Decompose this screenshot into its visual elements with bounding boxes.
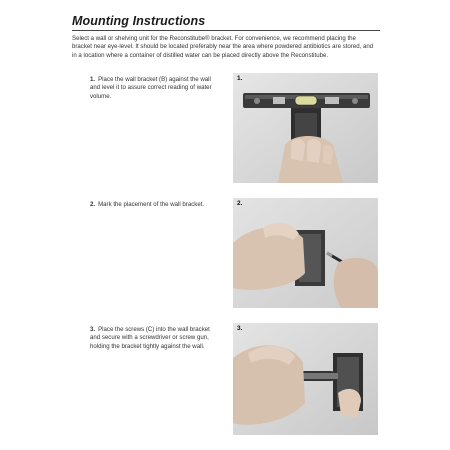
step-1-photo-label: 1. <box>237 75 243 82</box>
step-3-text-block <box>90 326 220 351</box>
step-2-instruction: Mark the placement of the wall bracket. <box>98 201 205 208</box>
level-on-bracket-illustration <box>233 73 378 183</box>
step-3-photo-label: 3. <box>237 325 243 332</box>
marking-bracket-illustration <box>233 198 378 308</box>
step-1-photo <box>233 73 378 183</box>
step-2-photo-label: 2. <box>237 200 243 207</box>
step-3-number: 3. <box>90 326 96 333</box>
step-1-text-block <box>90 76 220 101</box>
step-1-instruction: Place the wall bracket (B) against the wall and level it to assure correct reading of water volume. <box>90 76 212 100</box>
screwing-bracket-illustration <box>233 323 378 435</box>
step-3-instruction: Place the screws (C) into the wall bracket and secure with a screwdriver or screw gun, holding the bracket tightly against the wall. <box>90 326 210 350</box>
page-title: Mounting Instructions <box>72 14 206 28</box>
title-divider <box>72 30 380 31</box>
step-2-number: 2. <box>90 201 96 208</box>
step-2-text-block <box>90 201 220 209</box>
step-1-number: 1. <box>90 76 96 83</box>
intro-paragraph: Select a wall or shelving unit for the Reconstitube® bracket. For convenience, we recommend placing the bracket near eye-level. It should be located preferably near the area where powdered antibiotics are stored, and in a location where a container of distilled water can be placed directly above the Reconstitube. <box>72 35 374 59</box>
step-2-photo <box>233 198 378 308</box>
step-3-photo <box>233 323 378 435</box>
